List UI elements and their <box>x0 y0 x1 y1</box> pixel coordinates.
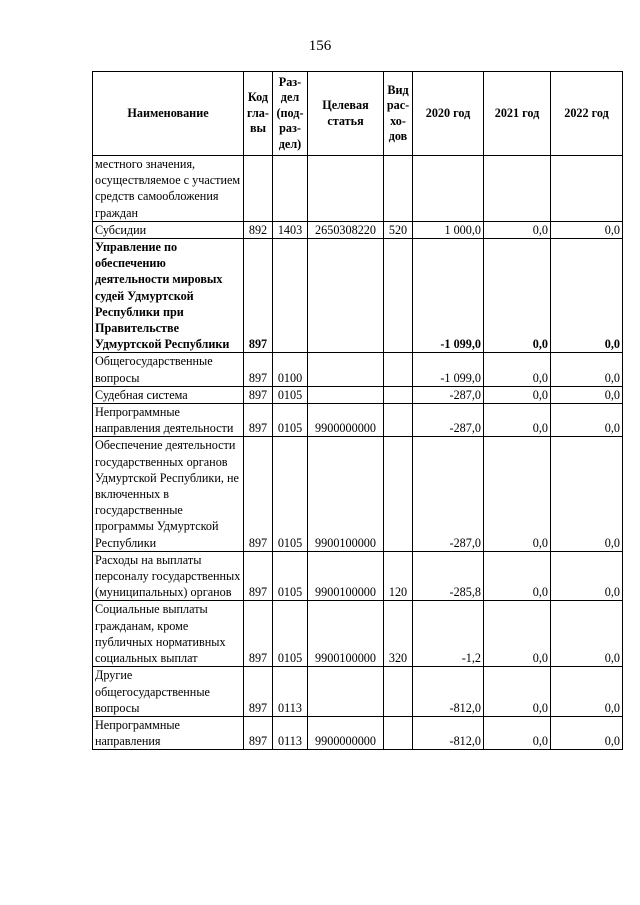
cell-chapter: 897 <box>244 239 273 353</box>
table-row <box>93 404 623 437</box>
page-number: 156 <box>308 38 332 54</box>
header-exp-type: Вид рас-хо-дов <box>384 72 413 156</box>
cell-2022: 0,0 <box>551 353 623 386</box>
cell-2020: -1 099,0 <box>413 239 484 353</box>
cell-target <box>308 667 384 717</box>
cell-2021: 0,0 <box>484 437 551 551</box>
cell-2022: 0,0 <box>551 404 623 437</box>
cell-target: 9900100000 <box>308 601 384 667</box>
cell-2022: 0,0 <box>551 239 623 353</box>
cell-chapter: 897 <box>244 667 273 717</box>
cell-exp-type: 520 <box>384 221 413 238</box>
cell-2020: -1,2 <box>413 601 484 667</box>
cell-name: Общегосударственные вопросы <box>93 353 244 386</box>
table-row <box>93 353 623 386</box>
cell-chapter: 897 <box>244 601 273 667</box>
cell-name: Обеспечение деятельности государственных органов Удмуртской Республики, не включенных в государственные программы Удмуртской Республики <box>93 437 244 551</box>
cell-2020: -285,8 <box>413 551 484 601</box>
cell-2021: 0,0 <box>484 221 551 238</box>
cell-target <box>308 239 384 353</box>
cell-chapter: 897 <box>244 353 273 386</box>
cell-name: Расходы на выплаты персоналу государственных (муниципальных) органов <box>93 551 244 601</box>
table-body <box>93 156 623 750</box>
cell-2021: 0,0 <box>484 601 551 667</box>
header-2020: 2020 год <box>413 72 484 156</box>
cell-target: 9900000000 <box>308 404 384 437</box>
cell-2020: -812,0 <box>413 716 484 749</box>
cell-name: Непрограммные направления деятельности <box>93 404 244 437</box>
cell-target: 9900000000 <box>308 716 384 749</box>
cell-2021: 0,0 <box>484 353 551 386</box>
header-name: Наименование <box>93 72 244 156</box>
table-row <box>93 239 623 353</box>
cell-2021: 0,0 <box>484 551 551 601</box>
cell-2022: 0,0 <box>551 601 623 667</box>
cell-2022: 0,0 <box>551 386 623 403</box>
cell-name: Субсидии <box>93 221 244 238</box>
cell-chapter: 897 <box>244 716 273 749</box>
cell-exp-type <box>384 716 413 749</box>
header-row <box>93 72 623 156</box>
cell-exp-type <box>384 667 413 717</box>
cell-exp-type: 120 <box>384 551 413 601</box>
cell-name: Управление по обеспечению деятельности мировых судей Удмуртской Республики при Правительстве Удмуртской Республики <box>93 239 244 353</box>
cell-2022: 0,0 <box>551 551 623 601</box>
cell-section: 0113 <box>273 667 308 717</box>
cell-target <box>308 156 384 222</box>
cell-section: 0105 <box>273 551 308 601</box>
table-row <box>93 667 623 717</box>
cell-2021: 0,0 <box>484 239 551 353</box>
cell-2021: 0,0 <box>484 667 551 717</box>
cell-2020: -287,0 <box>413 386 484 403</box>
cell-2022: 0,0 <box>551 667 623 717</box>
cell-section: 0105 <box>273 404 308 437</box>
cell-section: 0105 <box>273 386 308 403</box>
cell-exp-type <box>384 437 413 551</box>
cell-2020: -812,0 <box>413 667 484 717</box>
table-row <box>93 551 623 601</box>
cell-name: Непрограммные направления <box>93 716 244 749</box>
cell-target: 9900100000 <box>308 551 384 601</box>
cell-chapter: 897 <box>244 386 273 403</box>
table-row <box>93 601 623 667</box>
cell-name: Другие общегосударственные вопросы <box>93 667 244 717</box>
cell-name: Судебная система <box>93 386 244 403</box>
header-target: Целевая статья <box>308 72 384 156</box>
cell-2022: 0,0 <box>551 716 623 749</box>
cell-section: 0100 <box>273 353 308 386</box>
cell-target <box>308 353 384 386</box>
cell-2020: 1 000,0 <box>413 221 484 238</box>
table-row <box>93 437 623 551</box>
cell-2020: -1 099,0 <box>413 353 484 386</box>
cell-section: 0105 <box>273 601 308 667</box>
table-row <box>93 221 623 238</box>
cell-exp-type <box>384 353 413 386</box>
header-chapter: Код гла-вы <box>244 72 273 156</box>
cell-exp-type <box>384 156 413 222</box>
budget-table <box>92 71 623 750</box>
table-row <box>93 716 623 749</box>
cell-2022: 0,0 <box>551 437 623 551</box>
cell-name: Социальные выплаты гражданам, кроме публичных нормативных социальных выплат <box>93 601 244 667</box>
cell-2020 <box>413 156 484 222</box>
cell-chapter: 897 <box>244 437 273 551</box>
cell-2022: 0,0 <box>551 221 623 238</box>
table-row <box>93 156 623 222</box>
cell-exp-type <box>384 404 413 437</box>
cell-section <box>273 156 308 222</box>
header-section: Раз-дел (под-раз-дел) <box>273 72 308 156</box>
cell-chapter: 897 <box>244 551 273 601</box>
cell-2020: -287,0 <box>413 404 484 437</box>
cell-2021: 0,0 <box>484 716 551 749</box>
cell-2021 <box>484 156 551 222</box>
cell-exp-type <box>384 386 413 403</box>
cell-target: 9900100000 <box>308 437 384 551</box>
cell-2022 <box>551 156 623 222</box>
cell-2020: -287,0 <box>413 437 484 551</box>
cell-exp-type <box>384 239 413 353</box>
table-row <box>93 386 623 403</box>
cell-target <box>308 386 384 403</box>
cell-chapter <box>244 156 273 222</box>
cell-section: 0113 <box>273 716 308 749</box>
cell-section: 1403 <box>273 221 308 238</box>
cell-2021: 0,0 <box>484 404 551 437</box>
cell-section: 0105 <box>273 437 308 551</box>
cell-section <box>273 239 308 353</box>
cell-target: 2650308220 <box>308 221 384 238</box>
cell-name: местного значения, осуществляемое с участием средств самообложения граждан <box>93 156 244 222</box>
cell-2021: 0,0 <box>484 386 551 403</box>
cell-chapter: 897 <box>244 404 273 437</box>
cell-chapter: 892 <box>244 221 273 238</box>
header-2021: 2021 год <box>484 72 551 156</box>
cell-exp-type: 320 <box>384 601 413 667</box>
header-2022: 2022 год <box>551 72 623 156</box>
